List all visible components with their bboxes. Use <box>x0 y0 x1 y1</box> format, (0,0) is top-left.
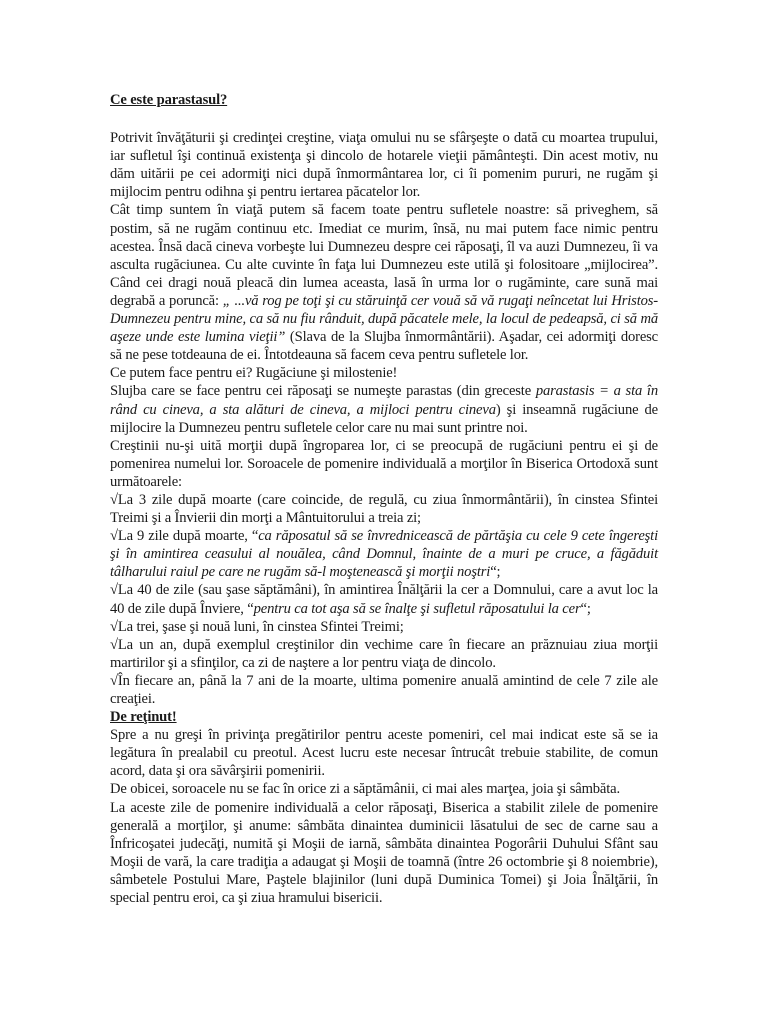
parastasis-definition: parastasis = a sta în rând cu cineva, a sta alături de cineva, a mijloci pentru cineva <box>110 383 658 418</box>
list-item-3-days <box>110 491 658 527</box>
list-item-text: La 9 zile după moarte, “ <box>117 528 259 545</box>
paragraph-prayer-end: (Slava de la Slujba înmormântării). Aşadar, cei adormiţi doresc să ne pese totdeauna de ei. Întotdeauna să facem ceva pentru sufletele lor. <box>110 329 659 364</box>
list-item-40-days <box>110 581 658 617</box>
paragraph-weekdays: De obicei, soroacele nu se fac în orice zi a săptămânii, ci mai ales marţea, joia şi sâmbăta. <box>110 781 620 798</box>
list-item-quote: ca răposatul să se învrednicească de părtăşia cu cele 9 cete îngereşti şi în amintirea ceasului al nouălea, când Domnul, înainte de a muri pe cruce, a făgăduit tâlharului raiul pe care ne rugăm să-l moştenească şi morţii noştri <box>110 528 658 581</box>
list-item-9-days <box>110 527 658 581</box>
funeral-quote: „ ...vă rog pe toţi şi cu stăruinţă cer vouă să vă rugaţi neîncetat lui Hristos-Dumnezeu pentru mine, ca să nu fiu rânduit, după păcatele mele, la locul de pedeapsă, ci să mă aşeze unde este lumina vieţii” <box>110 292 659 346</box>
paragraph-parastas-text: Slujba care se face pentru cei răposaţi se numeşte parastas (din greceste <box>110 383 536 400</box>
paragraph-prayer-text: Cât timp suntem în viaţă putem să facem toate pentru sufletele noastre: să priveghem, să postim, să ne rugăm continuu etc. Imediat ce murim, însă, nu mai putem face nimic pentru acestea. Însă dacă cineva vorbeşte lui Dumnezeu despre cei răposaţi, îl va auzi Dumnezeu, îi va asculta rugăciunea. Cu alte cuvinte în faţa lui Dumnezeu este utilă şi folositoare „mijlocirea”. Când cei dragi nouă pleacă din lumea aceasta, lasă în urma lor o rugăminte, care sună mai degrabă a poruncă: <box>110 202 658 309</box>
document-title: Ce este parastasul? <box>110 92 228 108</box>
paragraph-intro: Potrivit învăţăturii şi credinţei creştine, viaţa omului nu se sfârşeşte o dată cu moartea trupului, iar sufletul îşi continuă existenţa şi dincolo de hotarele vieţii pământeşti. Din acest motiv, nu dăm uitării pe cei adormiţi nici după înmormântarea lor, ci îi pomenim pururi, ne rugăm şi mijlocim pentru odihna şi pentru iertarea păcatelor lor. <box>110 130 658 201</box>
paragraph-parastas <box>110 382 658 436</box>
paragraph-prayer <box>110 201 658 364</box>
list-item-one-year <box>110 636 658 672</box>
section-heading: De reţinut! <box>110 709 177 726</box>
list-item-text-end: “; <box>580 600 591 617</box>
paragraph-parastas-end: ) şi inseamnă rugăciune de mijlocire la Dumnezeu pentru sufletele celor care nu mai sunt printre noi. <box>110 401 658 436</box>
paragraph-priest: Spre a nu greşi în privinţa pregătirilor pentru aceste pomeniri, cel mai indicat este să se ia legătura în prealabil cu preotul. Acest lucru este necesar întrucât trebuie stabilite, de comun acord, data şi ora săvârşirii pomenirii. <box>110 727 658 780</box>
list-item-text: La 3 zile după moarte (care coincide, de regulă, cu ziua înmormântării), în cinstea Sfintei Treimi şi a Învierii din morţi a Mântuitorului a treia zi; <box>110 491 658 527</box>
list-item-text: La un an, după exemplul creştinilor din vechime care în fiecare an prăznuiau ziua morţii martirilor şi a sfinţilor, ca zi de naştere a lor pentru viaţa de dincolo. <box>110 636 658 671</box>
list-item-text: În fiecare an, până la 7 ani de la moarte, ultima pomenire anuală amintind de cele 7 zile ale creaţiei. <box>110 672 658 707</box>
list-item-months <box>110 618 658 636</box>
paragraph-soroace: Creştinii nu-şi uită morţii după îngroparea lor, ci se preocupă de rugăciuni pentru ei şi de pomenirea numelui lor. Soroacele de pomenire individuală a morţilor în Biserica Ortodoxă sunt următoarele: <box>110 437 658 490</box>
paragraph-general-commemoration: La aceste zile de pomenire individuală a celor răposaţi, Biserica a stabilit zilele de pomenire generală a morţilor, şi anume: sâmbăta dinaintea duminicii lăsatului de sec de carne sau a Înfricoşatei judecăţi, numită şi Moşii de iarnă, sâmbăta dinaintea Pogorârii Duhului Sfânt sau Moşii de vară, la care tradiţia a adaugat şi Moşii de toamnă (între 26 octombrie şi 8 noiembrie), sâmbetele Postului Mare, Paştele blajinilor (luni după Duminica Tomei) şi Joia Înălţării, în special pentru eroi, ca şi ziua hramului bisericii. <box>110 799 658 907</box>
list-item-text: La trei, şase şi nouă luni, în cinstea Sfintei Treimi; <box>117 618 404 635</box>
list-item-seven-years <box>110 672 658 708</box>
list-item-text-end: “; <box>490 564 501 581</box>
document-body <box>110 91 658 907</box>
list-item-text: La 40 de zile (sau şase săptămâni), în amintirea Înălţării la cer a Domnului, care a avut loc la 40 de zile după Înviere, “ <box>110 582 658 617</box>
list-item-quote: pentru ca tot aşa să se înalţe şi sufletul răposatului la cer <box>253 600 581 617</box>
paragraph-question: Ce putem face pentru ei? Rugăciune şi milostenie! <box>110 365 398 382</box>
